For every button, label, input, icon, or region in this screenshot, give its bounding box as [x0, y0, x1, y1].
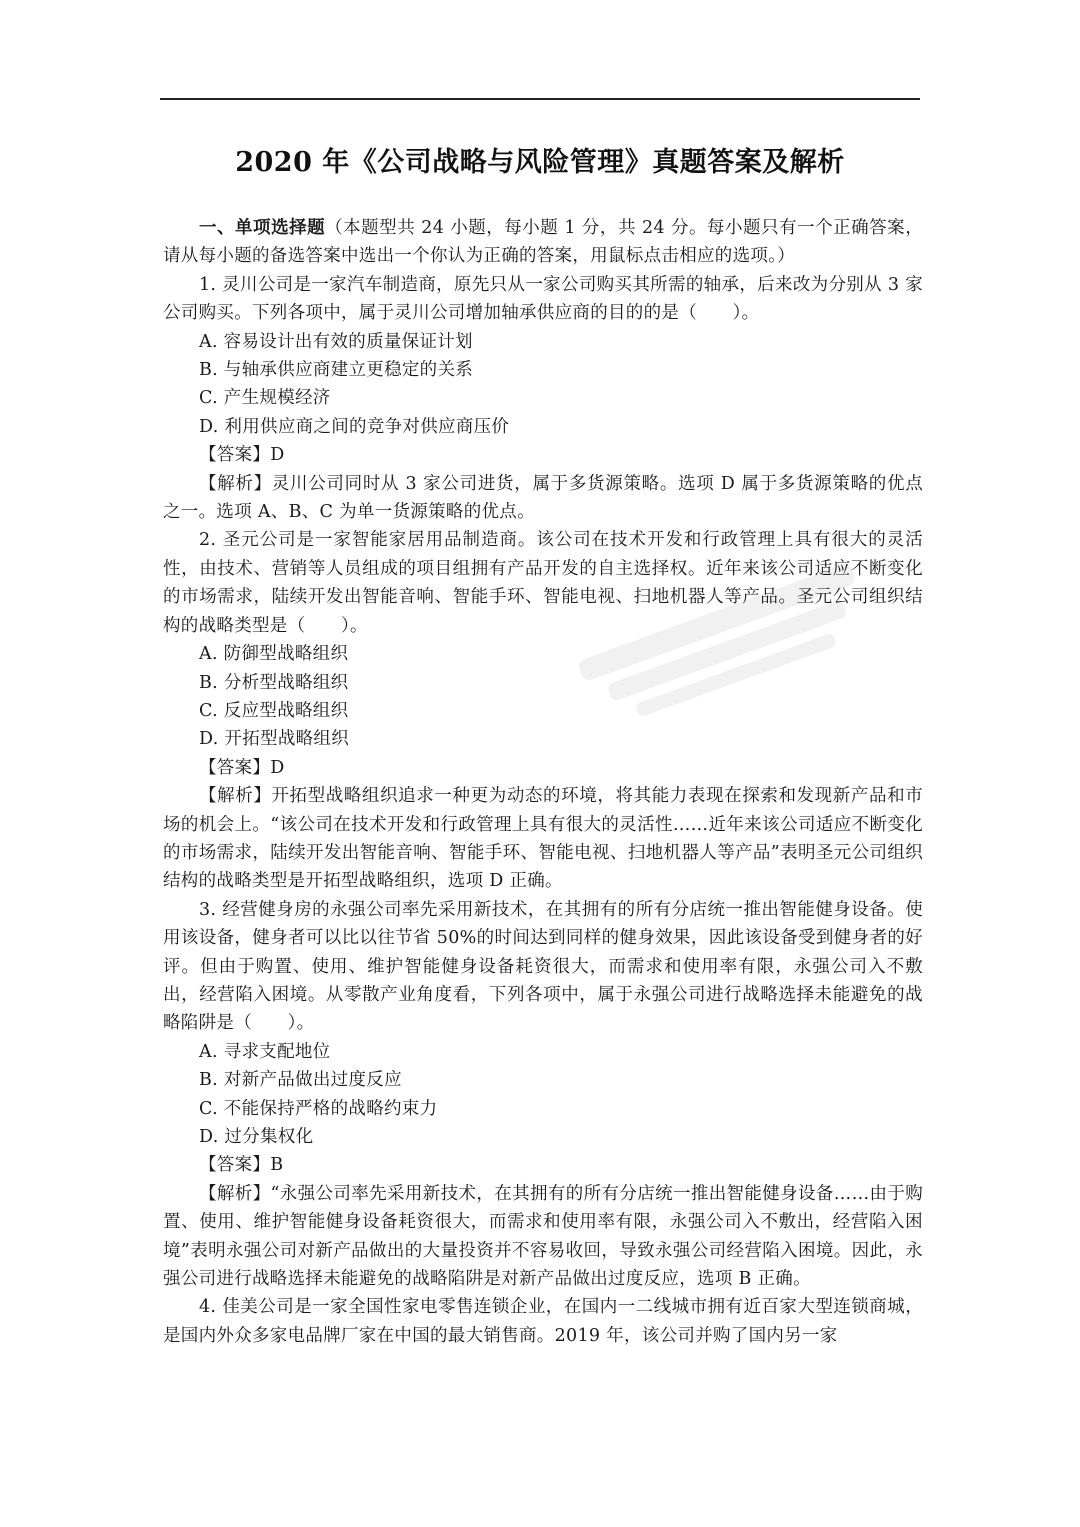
question-stem: 4. 佳美公司是一家全国性家电零售连锁企业，在国内一二线城市拥有近百家大型连锁商城，是国内外众多家电品牌厂家在中国的最大销售商。2019 年，该公司并购了国内另一家 [163, 1297, 923, 1346]
section-intro [163, 214, 923, 271]
analysis-text: 【解析】灵川公司同时从 3 家公司进货，属于多货源策略。选项 D 属于多货源策略的优点之一。选项 A、B、C 为单一货源策略的优点。 [163, 473, 923, 523]
document-body [163, 214, 923, 1350]
option-b: B. 与轴承供应商建立更稳定的关系 [199, 360, 474, 381]
document-title: 2020 年《公司战略与风险管理》真题答案及解析 [235, 147, 845, 178]
option-d: D. 开拓型战略组织 [199, 729, 350, 750]
option-a: A. 寻求支配地位 [199, 1041, 331, 1062]
option-c: C. 反应型战略组织 [199, 700, 349, 721]
option-c: C. 产生规模经济 [199, 388, 331, 409]
question-stem: 2. 圣元公司是一家智能家居用品制造商。该公司在技术开发和行政管理上具有很大的灵活性，由技术、营销等人员组成的项目组拥有产品开发的自主选择权。近年来该公司适应不断变化的市场需求，陆续开发出智能音响、智能手环、智能电视、扫地机器人等产品。圣元公司组织结构的战略类型是（ ）。 [163, 530, 923, 636]
section-heading: 一、单项选择题 [199, 218, 326, 238]
option-d: D. 利用供应商之间的竞争对供应商压价 [199, 416, 510, 437]
question-stem: 1. 灵川公司是一家汽车制造商，原先只从一家公司购买其所需的轴承，后来改为分别从 3 家公司购买。下列各项中，属于灵川公司增加轴承供应商的目的的是（ ）。 [163, 274, 923, 324]
answer-line: 【答案】B [199, 1155, 284, 1176]
analysis-text: 【解析】开拓型战略组织追求一种更为动态的环境，将其能力表现在探索和发现新产品和市场的机会上。“该公司在技术开发和行政管理上具有很大的灵活性……近年来该公司适应不断变化的市场需求，陆续开发出智能音响、智能手环、智能电视、扫地机器人等产品”表明圣元公司组织结构的战略类型是开拓型战略组织，选项 D 正确。 [163, 786, 923, 892]
option-c: C. 不能保持严格的战略约束力 [199, 1098, 438, 1119]
question-stem: 3. 经营健身房的永强公司率先采用新技术，在其拥有的所有分店统一推出智能健身设备。使用该设备，健身者可以比以往节省 50%的时间达到同样的健身效果，因此该设备受到健身者的好评。但由于购置、使用、维护智能健身设备耗资很大，而需求和使用率有限，永强公司入不敷出，经营陷入困境。从零散产业角度看，下列各项中，属于永强公司进行战略选择未能避免的战略陷阱是（ ）。 [163, 899, 923, 1034]
option-a: A. 容易设计出有效的质量保证计划 [199, 331, 473, 352]
header-rule [160, 98, 920, 100]
analysis-text: 【解析】“永强公司率先采用新技术，在其拥有的所有分店统一推出智能健身设备……由于购置、使用、维护智能健身设备耗资很大，而需求和使用率有限，永强公司入不敷出，经营陷入困境”表明永强公司对新产品做出的大量投资并不容易收回，导致永强公司经营陷入困境。因此，永强公司进行战略选择未能避免的战略陷阱是对新产品做出过度反应，选项 B 正确。 [163, 1183, 923, 1290]
option-d: D. 过分集权化 [199, 1127, 314, 1147]
answer-line: 【答案】D [199, 445, 285, 466]
option-b: B. 分析型战略组织 [199, 672, 349, 693]
option-a: A. 防御型战略组织 [199, 644, 349, 665]
section-instructions: （本题型共 24 小题，每小题 1 分，共 24 分。每小题只有一个正确答案，请从每小题的备选答案中选出一个你认为正确的答案，用鼠标点击相应的选项。） [163, 218, 923, 267]
option-b: B. 对新产品做出过度反应 [199, 1070, 402, 1091]
answer-line: 【答案】D [199, 757, 285, 778]
